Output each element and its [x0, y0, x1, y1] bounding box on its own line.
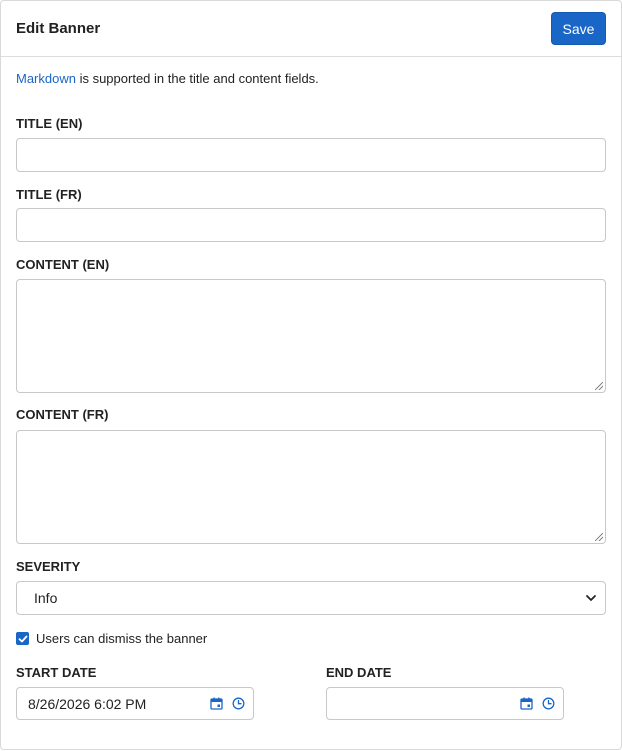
calendar-icon[interactable] [520, 697, 533, 710]
panel-header [1, 1, 621, 57]
title-fr-input[interactable] [16, 208, 606, 242]
end-date-input[interactable] [326, 687, 564, 720]
start-date-value: 8/26/2026 6:02 PM [28, 695, 147, 712]
content-fr-textarea[interactable] [16, 430, 606, 544]
content-en-label: CONTENT (EN) [16, 257, 110, 272]
title-en-label: TITLE (EN) [16, 116, 83, 131]
clock-icon[interactable] [232, 697, 245, 710]
severity-label: SEVERITY [16, 559, 81, 574]
save-button[interactable]: Save [551, 12, 606, 45]
content-en-textarea[interactable] [16, 279, 606, 393]
markdown-help-text [16, 71, 319, 86]
calendar-icon[interactable] [210, 697, 223, 710]
title-en-input[interactable] [16, 138, 606, 172]
title-fr-label: TITLE (FR) [16, 187, 82, 202]
clock-icon[interactable] [542, 697, 555, 710]
dismiss-checkbox[interactable] [16, 632, 29, 645]
content-fr-label: CONTENT (FR) [16, 407, 109, 422]
chevron-down-icon [585, 592, 597, 604]
dismiss-checkbox-row[interactable] [16, 631, 207, 646]
dismiss-label: Users can dismiss the banner [36, 631, 208, 646]
severity-value: Info [34, 590, 58, 606]
page-title: Edit Banner [16, 20, 101, 37]
markdown-link[interactable]: Markdown [16, 71, 76, 86]
end-date-label: END DATE [326, 665, 392, 680]
severity-select[interactable] [16, 581, 606, 615]
resize-handle[interactable] [595, 533, 603, 541]
help-text: is supported in the title and content fields. [75, 71, 319, 86]
resize-handle[interactable] [595, 382, 603, 390]
start-date-input[interactable] [16, 687, 254, 720]
start-date-label: START DATE [16, 665, 97, 680]
check-icon [18, 634, 28, 644]
